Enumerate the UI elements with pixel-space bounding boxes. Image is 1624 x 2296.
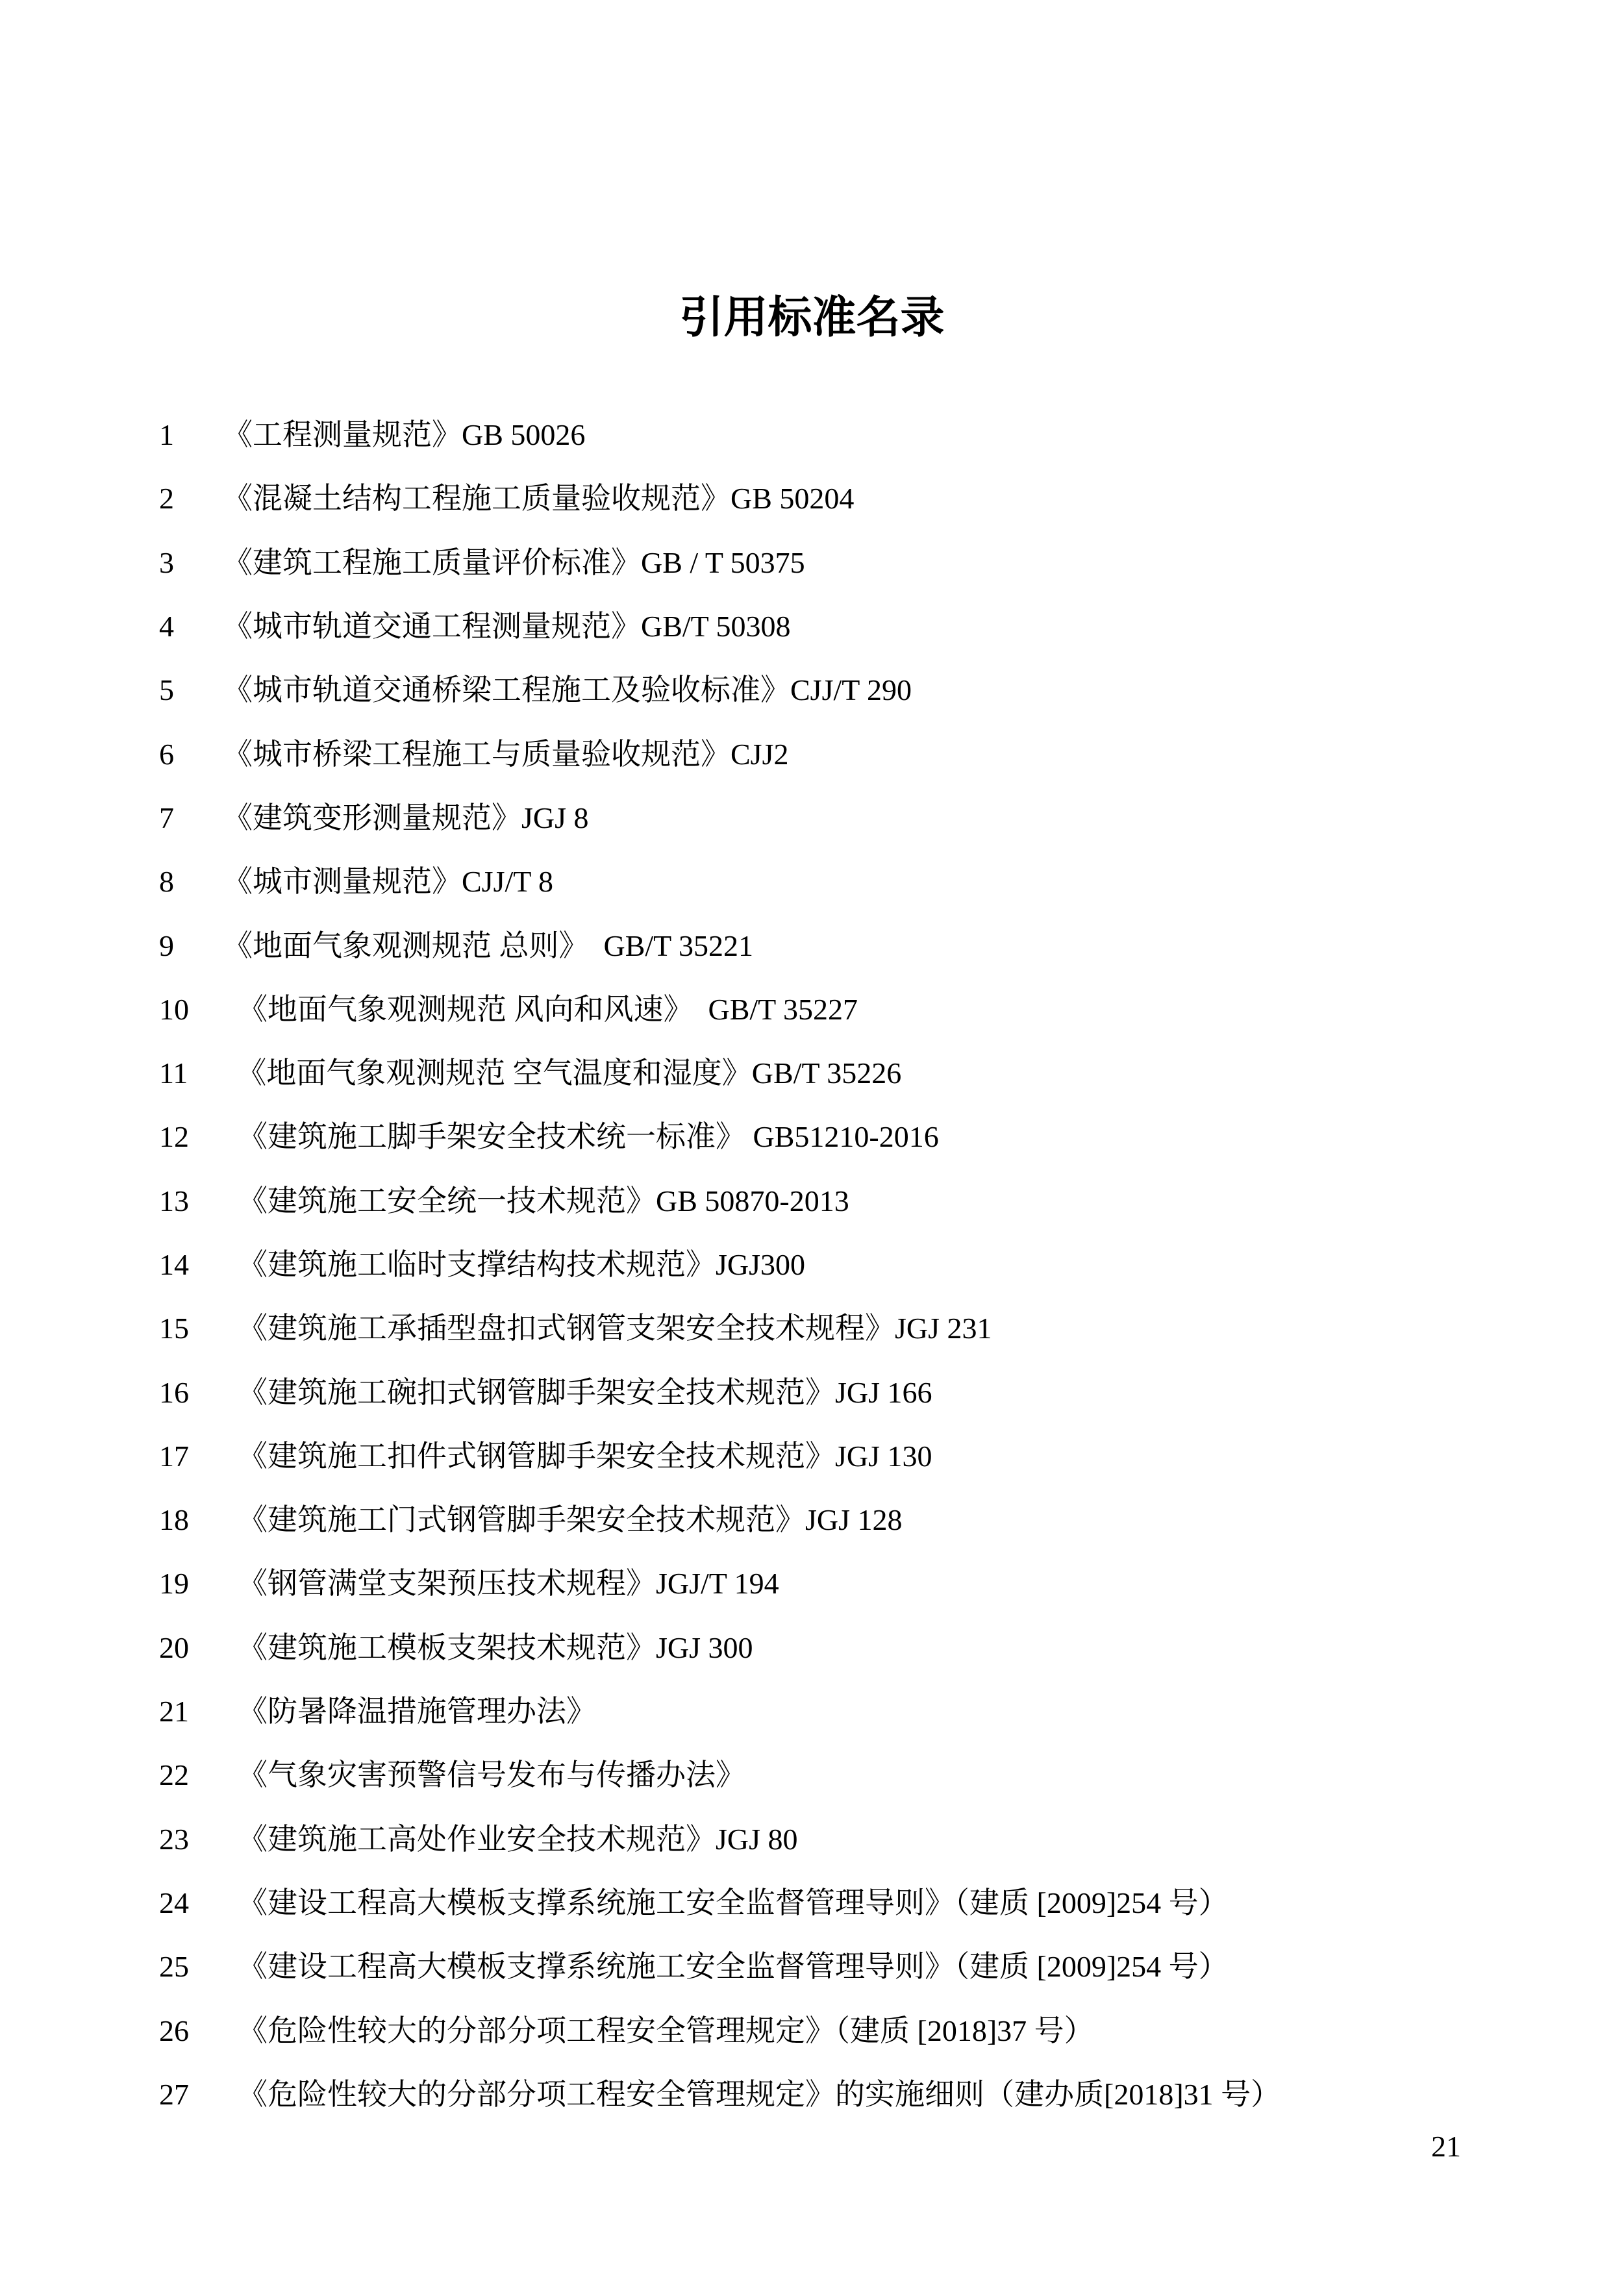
item-number: 27: [159, 2077, 189, 2111]
item-text: 《危险性较大的分部分项工程安全管理规定》（建质 [2018]37 号）: [238, 2014, 1094, 2047]
item-number: 9: [159, 929, 174, 962]
item-number: 22: [159, 1758, 189, 1792]
item-text: 《钢管满堂支架预压技术规程》JGJ/T 194: [238, 1567, 779, 1601]
list-item: [159, 722, 1280, 786]
item-text: 《建设工程高大模板支撑系统施工安全监督管理导则》（建质 [2009]254 号）: [238, 1950, 1229, 1984]
item-text: 《建筑施工门式钢管脚手架安全技术规范》JGJ 128: [238, 1503, 903, 1537]
item-number: 25: [159, 1950, 189, 1984]
standards-list: [159, 403, 1280, 2127]
item-number: 17: [159, 1439, 189, 1473]
item-text: 《建筑施工临时支撑结构技术规范》JGJ300: [238, 1248, 806, 1281]
item-text: 《防暑降温措施管理办法》: [238, 1695, 596, 1728]
item-text: 《建筑施工碗扣式钢管脚手架安全技术规范》JGJ 166: [238, 1375, 932, 1409]
item-text: 《建筑工程施工质量评价标准》GB / T 50375: [223, 545, 805, 579]
list-item: [159, 531, 1280, 595]
list-item: [159, 1169, 1280, 1233]
item-number: 5: [159, 673, 174, 707]
item-number: 26: [159, 2014, 189, 2047]
item-text: 《城市桥梁工程施工与质量验收规范》CJJ2: [223, 737, 789, 771]
list-item: [159, 403, 1280, 467]
list-item: [159, 1871, 1280, 1935]
item-text: 《建筑变形测量规范》JGJ 8: [223, 801, 589, 834]
item-text: 《城市轨道交通工程测量规范》GB/T 50308: [223, 610, 791, 643]
item-number: 7: [159, 801, 174, 834]
item-number: 14: [159, 1248, 189, 1281]
item-text: 《城市测量规范》CJJ/T 8: [223, 865, 554, 899]
list-item: [159, 1425, 1280, 1488]
item-number: 19: [159, 1567, 189, 1601]
item-text: 《危险性较大的分部分项工程安全管理规定》的实施细则（建办质[2018]31 号）: [238, 2077, 1281, 2111]
page-title: 引用标准名录: [679, 293, 945, 342]
item-number: 11: [159, 1056, 188, 1090]
item-number: 10: [159, 992, 189, 1026]
list-item: [159, 658, 1280, 722]
item-text: 《建筑施工脚手架安全技术统一标准》 GB51210-2016: [238, 1120, 939, 1154]
list-item: [159, 1488, 1280, 1552]
item-text: 《建筑施工安全统一技术规范》GB 50870-2013: [238, 1184, 849, 1217]
list-item: [159, 1233, 1280, 1297]
item-number: 18: [159, 1503, 189, 1537]
item-text: 《地面气象观测规范 风向和风速》 GB/T 35227: [238, 992, 858, 1026]
item-text: 《地面气象观测规范 总则》 GB/T 35221: [223, 929, 753, 962]
list-item: [159, 1105, 1280, 1169]
item-number: 3: [159, 545, 174, 579]
list-item: [159, 1999, 1280, 2062]
item-number: 8: [159, 865, 174, 899]
list-item: [159, 786, 1280, 850]
list-item: [159, 850, 1280, 914]
item-text: 《城市轨道交通桥梁工程施工及验收标准》CJJ/T 290: [223, 673, 912, 707]
list-item: [159, 467, 1280, 530]
item-number: 2: [159, 482, 174, 516]
list-item: [159, 978, 1280, 1042]
item-text: 《混凝土结构工程施工质量验收规范》GB 50204: [223, 482, 855, 516]
item-text: 《建筑施工承插型盘扣式钢管支架安全技术规程》JGJ 231: [238, 1312, 992, 1345]
item-number: 6: [159, 737, 174, 771]
item-number: 16: [159, 1375, 189, 1409]
list-item: [159, 1297, 1280, 1360]
item-number: 21: [159, 1695, 189, 1728]
item-text: 《建筑施工高处作业安全技术规范》JGJ 80: [238, 1822, 798, 1856]
list-item: [159, 1042, 1280, 1105]
item-number: 23: [159, 1822, 189, 1856]
list-item: [159, 595, 1280, 658]
item-text: 《气象灾害预警信号发布与传播办法》: [238, 1758, 745, 1792]
item-number: 15: [159, 1312, 189, 1345]
page-number: 21: [1431, 2130, 1461, 2163]
list-item: [159, 2063, 1280, 2127]
item-text: 《工程测量规范》GB 50026: [223, 418, 586, 452]
list-item: [159, 1616, 1280, 1680]
item-number: 20: [159, 1630, 189, 1664]
item-number: 1: [159, 418, 174, 452]
item-number: 13: [159, 1184, 189, 1217]
list-item: [159, 1935, 1280, 1999]
item-number: 12: [159, 1120, 189, 1154]
list-item: [159, 1680, 1280, 1743]
item-number: 4: [159, 610, 174, 643]
list-item: [159, 1808, 1280, 1871]
list-item: [159, 1360, 1280, 1424]
item-text: 《建筑施工模板支架技术规范》JGJ 300: [238, 1630, 753, 1664]
list-item: [159, 914, 1280, 977]
list-item: [159, 1552, 1280, 1616]
item-text: 《建筑施工扣件式钢管脚手架安全技术规范》JGJ 130: [238, 1439, 932, 1473]
item-text: 《地面气象观测规范 空气温度和湿度》GB/T 35226: [236, 1056, 902, 1090]
item-number: 24: [159, 1886, 189, 1919]
list-item: [159, 1743, 1280, 1807]
item-text: 《建设工程高大模板支撑系统施工安全监督管理导则》（建质 [2009]254 号）: [238, 1886, 1229, 1919]
